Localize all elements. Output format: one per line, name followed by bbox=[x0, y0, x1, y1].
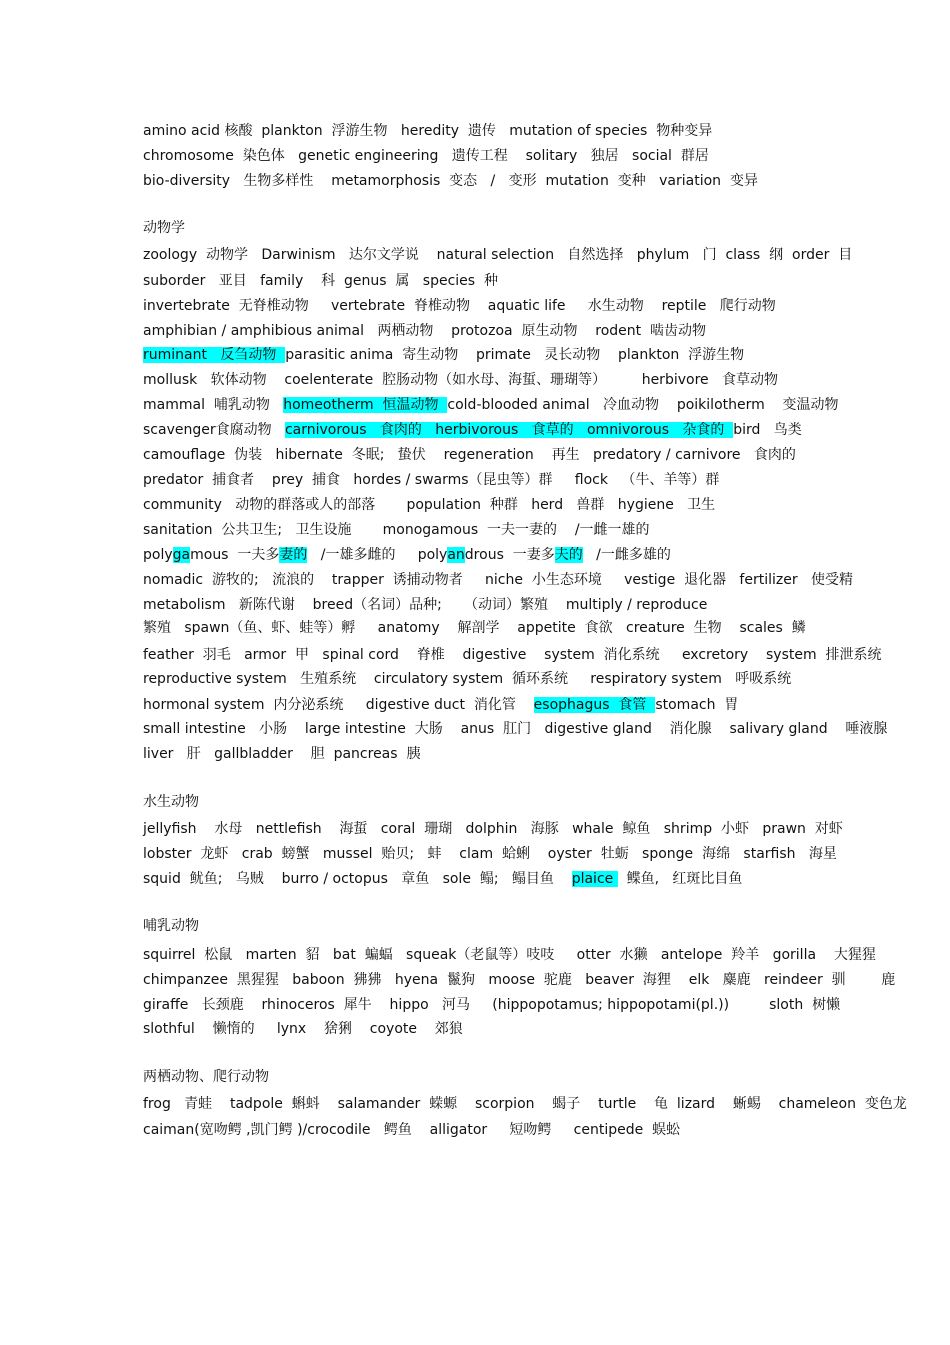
vocab-line bbox=[143, 419, 802, 441]
line-text: chimpanzee 黑猩猩 baboon 狒狒 hyena 鬣狗 moose 驼鹿 beaver 海狸 elk 麋鹿 reindeer 驯 鹿 bbox=[143, 972, 896, 988]
line-text: mous 一夫多 bbox=[190, 547, 280, 563]
line-text: stomach 胃 bbox=[655, 697, 739, 713]
highlighted-term: 夫的 bbox=[554, 547, 583, 563]
aquatic-heading: 水生动物 bbox=[143, 794, 199, 810]
vocab-line bbox=[143, 644, 882, 666]
line-text: mammal 哺乳动物 bbox=[143, 397, 284, 413]
line-text: bird 鸟类 bbox=[733, 422, 802, 438]
zoology-heading: 动物学 bbox=[143, 220, 185, 236]
vocab-line bbox=[143, 544, 671, 566]
vocab-line bbox=[143, 694, 738, 716]
vocab-line bbox=[143, 868, 742, 890]
vocab-line bbox=[143, 843, 837, 865]
reptile-heading: 两栖动物、爬行动物 bbox=[143, 1069, 269, 1085]
highlighted-term: esophagus 食管 bbox=[533, 697, 656, 713]
vocab-line bbox=[143, 1119, 680, 1141]
vocab-line bbox=[143, 969, 895, 991]
vocab-line bbox=[143, 944, 876, 966]
highlighted-term: 妻的 bbox=[279, 547, 308, 563]
line-text: giraffe 长颈鹿 rhinoceros 犀牛 hippo 河马 (hippopotamus; hippopotami(pl.)) sloth 树懒 bbox=[143, 997, 841, 1013]
vocab-line bbox=[143, 320, 706, 342]
line-text: frog 青蛙 tadpole 蝌蚪 salamander 蝾螈 scorpion 蝎子 turtle 龟 lizard 蜥蜴 chameleon 变色龙 bbox=[143, 1096, 907, 1112]
highlighted-term: an bbox=[447, 547, 465, 563]
highlighted-term: ga bbox=[172, 547, 191, 563]
vocab-line bbox=[143, 394, 839, 416]
highlighted-term: plaice bbox=[571, 871, 618, 887]
highlighted-term: homeotherm 恒温动物 bbox=[283, 397, 448, 413]
line-text: reproductive system 生殖系统 circulatory system 循环系统 respiratory system 呼吸系统 bbox=[143, 671, 792, 687]
line-text: bio-diversity 生物多样性 metamorphosis 变态 / 变形 mutation 变种 variation 变异 bbox=[143, 173, 758, 189]
vocab-line bbox=[143, 718, 887, 740]
line-text: jellyfish 水母 nettlefish 海蜇 coral 珊瑚 dolphin 海豚 whale 鲸鱼 shrimp 小虾 prawn 对虾 bbox=[143, 821, 843, 837]
vocab-line bbox=[143, 344, 744, 366]
vocab-line bbox=[143, 994, 840, 1016]
vocab-line bbox=[143, 369, 778, 391]
vocab-line bbox=[143, 818, 843, 840]
line-text: poly bbox=[143, 547, 173, 563]
line-text: amino acid 核酸 plankton 浮游生物 heredity 遗传 mutation of species 物种变异 bbox=[143, 123, 713, 139]
line-text: caiman(宽吻鳄 ,凯门鳄 )/crocodile 鳄鱼 alligator 短吻鳄 centipede 蜈蚣 bbox=[143, 1122, 681, 1138]
line-text: 鲽鱼, 红斑比目鱼 bbox=[617, 871, 743, 887]
line-text: suborder 亚目 family 科 genus 属 species 种 bbox=[143, 273, 498, 289]
line-text: lobster 龙虾 crab 螃蟹 mussel 贻贝; 蚌 clam 蛤蜊 oyster 牡蛎 sponge 海绵 starfish 海星 bbox=[143, 846, 837, 862]
vocab-line bbox=[143, 594, 707, 616]
line-text: zoology 动物学 Darwinism 达尔文学说 natural selection 自然选择 phylum 门 class 纲 order 目 bbox=[143, 247, 853, 263]
line-text: squid 鱿鱼; 乌贼 burro / octopus 章鱼 sole 鳎; 鳎目鱼 bbox=[143, 871, 572, 887]
vocab-line bbox=[143, 444, 796, 466]
highlighted-term: ruminant 反刍动物 bbox=[143, 347, 286, 363]
vocab-line bbox=[143, 145, 709, 167]
line-text: nomadic 游牧的; 流浪的 trapper 诱捕动物者 niche 小生态环境 vestige 退化器 fertilizer 使受精 bbox=[143, 572, 853, 588]
line-text: squirrel 松鼠 marten 貂 bat 蝙蝠 squeak（老鼠等）吱吱 otter 水獭 antelope 羚羊 gorilla 大猩猩 bbox=[143, 947, 876, 963]
vocab-line bbox=[143, 494, 715, 516]
line-text: /一雌多雄的 bbox=[582, 547, 671, 563]
vocab-line bbox=[143, 1018, 463, 1040]
vocab-line bbox=[143, 668, 791, 690]
line-text: sanitation 公共卫生; 卫生设施 monogamous 一夫一妻的 /一雌一雄的 bbox=[143, 522, 650, 538]
line-text: liver 肝 gallbladder 胆 pancreas 胰 bbox=[143, 746, 421, 762]
line-text: community 动物的群落或人的部落 population 种群 herd 兽群 hygiene 卫生 bbox=[143, 497, 716, 513]
highlighted-term: carnivorous 食肉的 herbivorous 食草的 omnivorous 杂食的 bbox=[284, 422, 734, 438]
line-text: 繁殖 spawn（鱼、虾、蛙等）孵 anatomy 解剖学 appetite 食欲 creature 生物 scales 鳞 bbox=[143, 620, 806, 636]
mammal-heading: 哺乳动物 bbox=[143, 918, 199, 934]
vocab-line bbox=[143, 295, 776, 317]
line-text: camouflage 伪装 hibernate 冬眠; 蛰伏 regeneration 再生 predatory / carnivore 食肉的 bbox=[143, 447, 796, 463]
vocab-line bbox=[143, 1093, 907, 1115]
line-text: invertebrate 无脊椎动物 vertebrate 脊椎动物 aquatic life 水生动物 reptile 爬行动物 bbox=[143, 298, 776, 314]
line-text: predator 捕食者 prey 捕食 hordes / swarms（昆虫等）群 flock （牛、羊等）群 bbox=[143, 472, 720, 488]
vocab-line bbox=[143, 120, 712, 142]
line-text: chromosome 染色体 genetic engineering 遗传工程 solitary 独居 social 群居 bbox=[143, 148, 709, 164]
vocab-line bbox=[143, 244, 852, 266]
line-text: drous 一妻多 bbox=[464, 547, 555, 563]
line-text: amphibian / amphibious animal 两栖动物 protozoa 原生动物 rodent 啮齿动物 bbox=[143, 323, 707, 339]
vocab-line bbox=[143, 469, 719, 491]
line-text: slothful 懒惰的 lynx 猞猁 coyote 郊狼 bbox=[143, 1021, 463, 1037]
line-text: /一雄多雌的 poly bbox=[307, 547, 448, 563]
line-text: feather 羽毛 armor 甲 spinal cord 脊椎 digestive system 消化系统 excretory system 排泄系统 bbox=[143, 647, 882, 663]
vocab-line bbox=[143, 569, 853, 591]
line-text: hormonal system 内分泌系统 digestive duct 消化管 bbox=[143, 697, 534, 713]
line-text: metabolism 新陈代谢 breed（名词）品种; （动词）繁殖 multiply / reproduce bbox=[143, 597, 708, 613]
vocab-line bbox=[143, 743, 420, 765]
line-text: cold-blooded animal 冷血动物 poikilotherm 变温动物 bbox=[447, 397, 839, 413]
line-text: scavenger食腐动物 bbox=[143, 422, 285, 438]
vocab-line bbox=[143, 170, 758, 192]
line-text: parasitic anima 寄生动物 primate 灵长动物 plankton 浮游生物 bbox=[285, 347, 745, 363]
vocab-line bbox=[143, 519, 650, 541]
line-text: mollusk 软体动物 coelenterate 腔肠动物（如水母、海蜇、珊瑚等） herbivore 食草动物 bbox=[143, 372, 778, 388]
vocab-line bbox=[143, 617, 806, 639]
line-text: small intestine 小肠 large intestine 大肠 anus 肛门 digestive gland 消化腺 salivary gland 唾液腺 bbox=[143, 721, 888, 737]
vocab-line bbox=[143, 270, 498, 292]
